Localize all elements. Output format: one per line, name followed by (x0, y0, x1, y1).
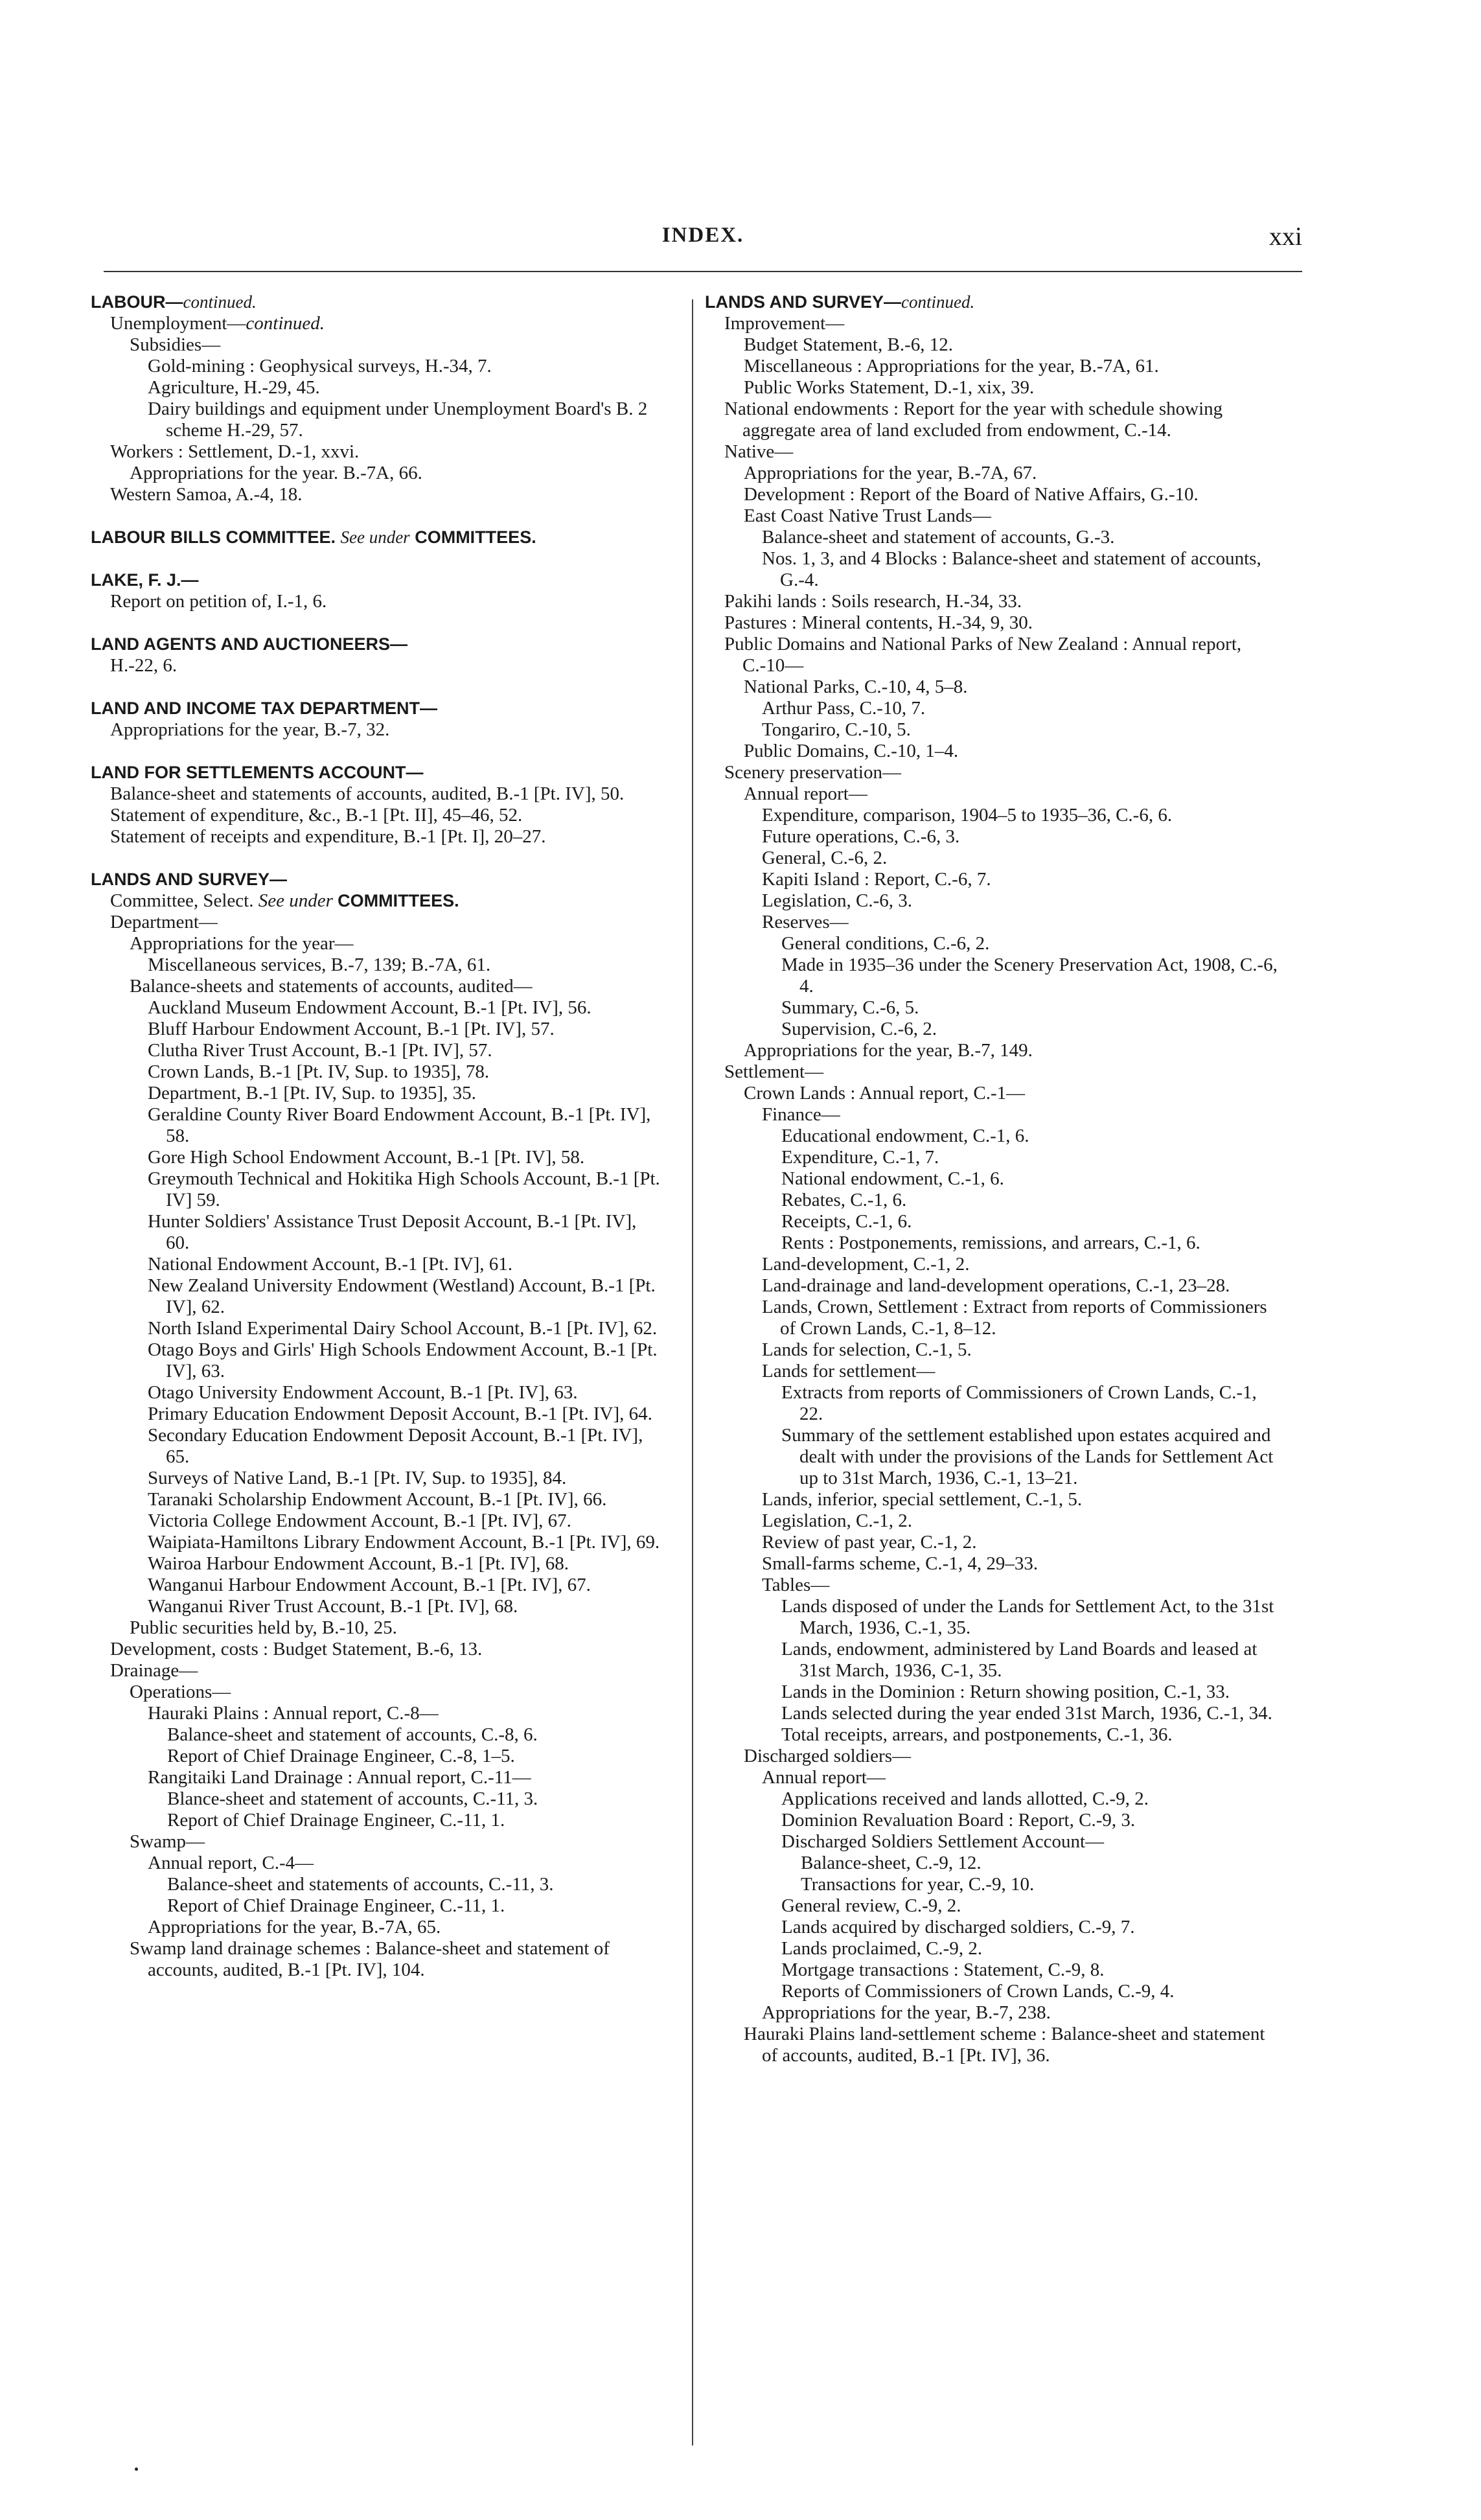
index-entry: Improvement— (724, 313, 845, 334)
column-divider (692, 299, 693, 2445)
index-entry: Dairy buildings and equipment under Unemployment Board's B. 2 scheme H.-29, 57. (148, 399, 648, 441)
index-entry: Tables— (762, 1575, 830, 1595)
index-entry: Otago University Endowment Account, B.-1 [Pt. IV], 63. (148, 1382, 578, 1403)
index-entry: Lands in the Dominion : Return showing position, C.-1, 33. (781, 1682, 1230, 1702)
index-entry: Primary Education Endowment Deposit Account, B.-1 [Pt. IV], 64. (148, 1404, 652, 1424)
index-entry: National endowment, C.-1, 6. (781, 1168, 1004, 1189)
index-entry: Report of Chief Drainage Engineer, C.-11, 1. (167, 1895, 505, 1916)
index-entry: Otago Boys and Girls' High Schools Endowment Account, B.-1 [Pt. IV], 63. (148, 1339, 658, 1381)
index-entry: Rebates, C.-1, 6. (781, 1190, 907, 1210)
index-entry: Department, B.-1 [Pt. IV, Sup. to 1935], 35. (148, 1083, 476, 1104)
index-entry: Lands disposed of under the Lands for Settlement Act, to the 31st March, 1936, C.-1, 35. (781, 1596, 1274, 1638)
index-entry: Drainage— (110, 1660, 198, 1681)
index-entry: Lands acquired by discharged soldiers, C.-9, 7. (781, 1917, 1135, 1937)
index-entry: H.-22, 6. (110, 655, 178, 676)
index-entry: Lands selected during the year ended 31st March, 1936, C.-1, 34. (781, 1703, 1272, 1724)
index-entry: Secondary Education Endowment Deposit Account, B.-1 [Pt. IV], 65. (148, 1425, 643, 1467)
index-entry: Receipts, C.-1, 6. (781, 1211, 912, 1232)
index-entry: General review, C.-9, 2. (781, 1895, 961, 1916)
index-entry: Small-farms scheme, C.-1, 4, 29–33. (762, 1553, 1039, 1574)
index-entry: Balance-sheets and statements of accounts, audited— (130, 976, 533, 997)
index-entry: Lands, endowment, administered by Land Boards and leased at 31st March, 1936, C-1, 35. (781, 1639, 1257, 1681)
index-entry: Native— (724, 441, 794, 462)
index-entry: Hunter Soldiers' Assistance Trust Deposit Account, B.-1 [Pt. IV], 60. (148, 1211, 637, 1253)
index-entry: National endowments : Report for the year with schedule showing aggregate area of land excluded from endowment, C.-14. (724, 399, 1223, 441)
index-entry: Miscellaneous services, B.-7, 139; B.-7A, 61. (148, 954, 491, 975)
index-entry: North Island Experimental Dairy School Account, B.-1 [Pt. IV], 62. (148, 1318, 658, 1339)
index-entry: Appropriations for the year, B.-7A, 67. (744, 463, 1037, 483)
index-heading: LANDS AND SURVEY—continued. (705, 292, 975, 312)
index-entry: Pastures : Mineral contents, H.-34, 9, 30. (724, 612, 1033, 633)
index-entry: Applications received and lands allotted, C.-9, 2. (781, 1788, 1149, 1809)
index-entry: Transactions for year, C.-9, 10. (801, 1874, 1035, 1895)
index-entry: Gold-mining : Geophysical surveys, H.-34, 7. (148, 356, 492, 376)
index-entry: Finance— (762, 1104, 840, 1125)
index-entry: Legislation, C.-1, 2. (762, 1510, 912, 1531)
index-entry: Kapiti Island : Report, C.-6, 7. (762, 869, 991, 890)
index-entry: Agriculture, H.-29, 45. (148, 377, 320, 398)
index-entry: Report of Chief Drainage Engineer, C.-8, 1–5. (167, 1746, 515, 1766)
index-entry: Report of Chief Drainage Engineer, C.-11, 1. (167, 1810, 505, 1831)
index-entry: Crown Lands, B.-1 [Pt. IV, Sup. to 1935], 78. (148, 1061, 490, 1082)
index-entry: Extracts from reports of Commissioners of Crown Lands, C.-1, 22. (781, 1382, 1257, 1424)
index-entry: Hauraki Plains land-settlement scheme : Balance-sheet and statement of accounts, audited, B.-1 [Pt. IV], 36. (744, 2024, 1265, 2066)
stray-mark (135, 2468, 138, 2471)
index-entry: Subsidies— (130, 334, 221, 355)
index-entry: Western Samoa, A.-4, 18. (110, 484, 303, 505)
page-header (104, 224, 1302, 262)
index-heading: LAKE, F. J.— (91, 570, 199, 590)
index-entry: Land-drainage and land-development operations, C.-1, 23–28. (762, 1275, 1230, 1296)
index-entry: Public Domains and National Parks of New Zealand : Annual report, C.-10— (724, 634, 1242, 676)
index-entry: Supervision, C.-6, 2. (781, 1019, 937, 1039)
index-entry: Swamp land drainage schemes : Balance-sheet and statement of accounts, audited, B.-1 [Pt. IV], 104. (130, 1938, 610, 1980)
index-entry: Discharged soldiers— (744, 1746, 911, 1766)
index-entry: Future operations, C.-6, 3. (762, 826, 960, 847)
index-entry: Workers : Settlement, D.-1, xxvi. (110, 441, 360, 462)
header-rule (104, 271, 1302, 272)
index-entry: Balance-sheet and statement of accounts, G.-3. (762, 527, 1115, 548)
index-entry: Annual report— (762, 1767, 886, 1788)
index-entry: Geraldine County River Board Endowment Account, B.-1 [Pt. IV], 58. (148, 1104, 651, 1146)
index-entry: Land-development, C.-1, 2. (762, 1254, 970, 1275)
index-entry: National Endowment Account, B.-1 [Pt. IV], 61. (148, 1254, 512, 1275)
index-entry: Annual report, C.-4— (148, 1853, 314, 1873)
index-entry: Balance-sheet, C.-9, 12. (801, 1853, 982, 1873)
index-entry: Appropriations for the year. B.-7A, 66. (130, 463, 422, 483)
index-entry: Public Domains, C.-10, 1–4. (744, 741, 959, 761)
index-entry: Operations— (130, 1682, 231, 1702)
index-entry: Annual report— (744, 783, 867, 804)
index-entry: New Zealand University Endowment (Westland) Account, B.-1 [Pt. IV], 62. (148, 1275, 656, 1317)
index-entry: Discharged Soldiers Settlement Account— (781, 1831, 1105, 1852)
index-entry: Blance-sheet and statement of accounts, C.-11, 3. (167, 1788, 538, 1809)
index-entry: Auckland Museum Endowment Account, B.-1 [Pt. IV], 56. (148, 997, 591, 1018)
index-entry: Wanganui Harbour Endowment Account, B.-1 [Pt. IV], 67. (148, 1575, 591, 1595)
index-entry: Made in 1935–36 under the Scenery Preservation Act, 1908, C.-6, 4. (781, 954, 1278, 997)
index-entry: Miscellaneous : Appropriations for the year, B.-7A, 61. (744, 356, 1159, 376)
index-entry: Arthur Pass, C.-10, 7. (762, 698, 926, 719)
index-entry: Total receipts, arrears, and postponements, C.-1, 36. (781, 1724, 1173, 1745)
index-heading: LAND AND INCOME TAX DEPARTMENT— (91, 699, 437, 718)
index-entry: Nos. 1, 3, and 4 Blocks : Balance-sheet and statement of accounts, G.-4. (762, 548, 1261, 590)
index-heading: LANDS AND SURVEY— (91, 870, 288, 889)
page-number: xxi (1269, 222, 1302, 251)
index-heading: LAND AGENTS AND AUCTIONEERS— (91, 634, 408, 654)
index-entry: Unemployment—continued. (110, 313, 325, 334)
index-entry: Legislation, C.-6, 3. (762, 890, 912, 911)
index-entry: Lands, inferior, special settlement, C.-1, 5. (762, 1489, 1083, 1510)
index-entry: General, C.-6, 2. (762, 848, 888, 868)
index-entry: Wairoa Harbour Endowment Account, B.-1 [Pt. IV], 68. (148, 1553, 569, 1574)
index-entry: Balance-sheet and statement of accounts, C.-8, 6. (167, 1724, 538, 1745)
index-entry: Lands, Crown, Settlement : Extract from reports of Commissioners of Crown Lands, C.-1, 8–12. (762, 1297, 1267, 1339)
index-entry: Reports of Commissioners of Crown Lands, C.-9, 4. (781, 1981, 1175, 2002)
index-entry: Lands proclaimed, C.-9, 2. (781, 1938, 983, 1959)
index-entry: Appropriations for the year— (130, 933, 354, 954)
index-entry: General conditions, C.-6, 2. (781, 933, 990, 954)
index-entry: Summary of the settlement established upon estates acquired and dealt with under the provisions of the Lands for Settlement Act up to 31st March, 1936, C.-1, 13–21. (781, 1425, 1274, 1488)
index-entry: Bluff Harbour Endowment Account, B.-1 [Pt. IV], 57. (148, 1019, 555, 1039)
index-entry: Pakihi lands : Soils research, H.-34, 33. (724, 591, 1022, 612)
index-entry: Clutha River Trust Account, B.-1 [Pt. IV], 57. (148, 1040, 492, 1061)
index-entry: Crown Lands : Annual report, C.-1— (744, 1083, 1026, 1104)
index-entry: Tongariro, C.-10, 5. (762, 719, 911, 740)
index-entry: Lands for settlement— (762, 1361, 936, 1381)
index-entry: Educational endowment, C.-1, 6. (781, 1126, 1029, 1146)
page-title: INDEX. (661, 224, 744, 247)
index-entry: Lands for selection, C.-1, 5. (762, 1339, 972, 1360)
index-entry: Expenditure, C.-1, 7. (781, 1147, 939, 1168)
index-entry: Committee, Select. See under COMMITTEES. (110, 890, 459, 911)
index-entry: Victoria College Endowment Account, B.-1 [Pt. IV], 67. (148, 1510, 571, 1531)
index-heading: LABOUR BILLS COMMITTEE. See under COMMITTEES. (91, 527, 536, 547)
index-entry: Review of past year, C.-1, 2. (762, 1532, 977, 1553)
index-entry: Waipiata-Hamiltons Library Endowment Account, B.-1 [Pt. IV], 69. (148, 1532, 660, 1553)
index-entry: Gore High School Endowment Account, B.-1 [Pt. IV], 58. (148, 1147, 585, 1168)
index-entry: Statement of receipts and expenditure, B.-1 [Pt. I], 20–27. (110, 826, 546, 847)
index-entry: Settlement— (724, 1061, 824, 1082)
index-entry: Report on petition of, I.-1, 6. (110, 591, 327, 612)
index-entry: Appropriations for the year, B.-7, 149. (744, 1040, 1033, 1061)
index-entry: Rangitaiki Land Drainage : Annual report, C.-11— (148, 1767, 531, 1788)
index-entry: Wanganui River Trust Account, B.-1 [Pt. IV], 68. (148, 1596, 518, 1617)
index-entry: East Coast Native Trust Lands— (744, 505, 991, 526)
index-entry: Mortgage transactions : Statement, C.-9, 8. (781, 1959, 1105, 1980)
index-entry: Department— (110, 912, 218, 932)
index-entry: Public Works Statement, D.-1, xix, 39. (744, 377, 1035, 398)
index-entry: Scenery preservation— (724, 762, 901, 783)
index-entry: Statement of expenditure, &c., B.-1 [Pt. II], 45–46, 52. (110, 805, 523, 826)
index-entry: Budget Statement, B.-6, 12. (744, 334, 953, 355)
index-entry: Development, costs : Budget Statement, B.-6, 13. (110, 1639, 483, 1659)
index-entry: Expenditure, comparison, 1904–5 to 1935–36, C.-6, 6. (762, 805, 1173, 826)
index-entry: Surveys of Native Land, B.-1 [Pt. IV, Sup. to 1935], 84. (148, 1468, 567, 1488)
index-entry: Balance-sheet and statements of accounts, audited, B.-1 [Pt. IV], 50. (110, 783, 625, 804)
index-entry: Public securities held by, B.-10, 25. (130, 1617, 397, 1638)
index-column-right (705, 292, 1278, 2066)
index-entry: Development : Report of the Board of Native Affairs, G.-10. (744, 484, 1199, 505)
index-entry: Summary, C.-6, 5. (781, 997, 919, 1018)
index-column-left (91, 292, 664, 1981)
index-entry: Rents : Postponements, remissions, and arrears, C.-1, 6. (781, 1232, 1200, 1253)
index-entry: Reserves— (762, 912, 849, 932)
index-entry: Taranaki Scholarship Endowment Account, B.-1 [Pt. IV], 66. (148, 1489, 607, 1510)
index-heading: LABOUR—continued. (91, 292, 257, 312)
index-entry: Appropriations for the year, B.-7, 32. (110, 719, 390, 740)
index-entry: Balance-sheet and statements of accounts, C.-11, 3. (167, 1874, 554, 1895)
index-entry: Dominion Revaluation Board : Report, C.-9, 3. (781, 1810, 1136, 1831)
index-heading: LAND FOR SETTLEMENTS ACCOUNT— (91, 763, 424, 782)
index-entry: Greymouth Technical and Hokitika High Schools Account, B.-1 [Pt. IV] 59. (148, 1168, 660, 1210)
index-entry: Appropriations for the year, B.-7A, 65. (148, 1917, 441, 1937)
index-entry: Hauraki Plains : Annual report, C.-8— (148, 1703, 439, 1724)
index-entry: National Parks, C.-10, 4, 5–8. (744, 676, 968, 697)
index-entry: Appropriations for the year, B.-7, 238. (762, 2002, 1051, 2023)
index-entry: Swamp— (130, 1831, 205, 1852)
